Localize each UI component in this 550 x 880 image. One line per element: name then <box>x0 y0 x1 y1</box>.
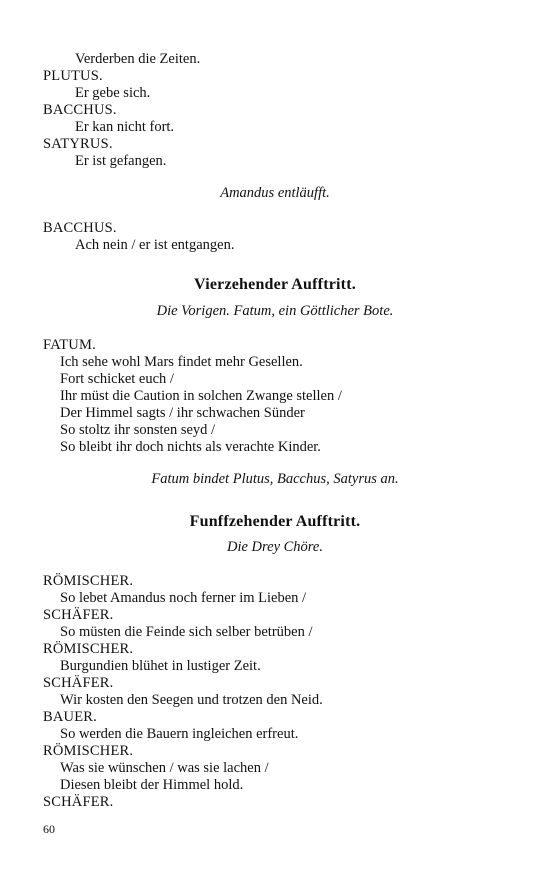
stage-direction: Amandus entläufft. <box>220 185 330 201</box>
scene-heading: Funffzehender Aufftritt. <box>189 513 361 530</box>
verse-line: Fort schicket euch / <box>60 371 174 387</box>
verse-line: Er ist gefangen. <box>75 153 167 169</box>
speaker-name: SCHÄFER. <box>43 794 114 810</box>
page-number: 60 <box>43 822 55 836</box>
scene-cast: Die Drey Chöre. <box>227 539 323 555</box>
verse-line: So werden die Bauern ingleichen erfreut. <box>60 726 299 742</box>
speaker-name: BACCHUS. <box>43 102 117 118</box>
verse-line: Was sie wünschen / was sie lachen / <box>60 760 269 776</box>
verse-line: So lebet Amandus noch ferner im Lieben / <box>60 590 307 606</box>
verse-line: Ich sehe wohl Mars findet mehr Gesellen. <box>60 354 303 370</box>
speaker-name: SCHÄFER. <box>43 675 114 691</box>
speaker-name: SATYRUS. <box>43 136 113 152</box>
verse-line: Der Himmel sagts / ihr schwachen Sünder <box>60 405 305 421</box>
speaker-name: SCHÄFER. <box>43 607 114 623</box>
verse-line: So bleibt ihr doch nichts als verachte Kinder. <box>60 439 321 455</box>
verse-line: Er kan nicht fort. <box>75 119 175 135</box>
speaker-name: RÖMISCHER. <box>43 573 134 589</box>
stage-direction: Fatum bindet Plutus, Bacchus, Satyrus an. <box>151 471 399 487</box>
speaker-name: RÖMISCHER. <box>43 743 134 759</box>
verse-line: Ihr müst die Caution in solchen Zwange stellen / <box>60 388 342 404</box>
verse-line: So müsten die Feinde sich selber betrüben / <box>60 624 313 640</box>
scene-cast: Die Vorigen. Fatum, ein Göttlicher Bote. <box>156 303 394 319</box>
speaker-name: PLUTUS. <box>43 68 103 84</box>
speaker-name: BACCHUS. <box>43 220 117 236</box>
verse-line: Burgundien blühet in lustiger Zeit. <box>60 658 261 674</box>
speaker-name: FATUM. <box>43 337 96 353</box>
speaker-name: BAUER. <box>43 709 97 725</box>
verse-line: Ach nein / er ist entgangen. <box>75 237 235 253</box>
verse-line: Wir kosten den Seegen und trotzen den Neid. <box>60 692 323 708</box>
verse-line: Verderben die Zeiten. <box>75 51 201 67</box>
verse-line: Diesen bleibt der Himmel hold. <box>60 777 244 793</box>
verse-line: So stoltz ihr sonsten seyd / <box>60 422 216 438</box>
speaker-name: RÖMISCHER. <box>43 641 134 657</box>
verse-line: Er gebe sich. <box>75 85 151 101</box>
scene-heading: Vierzehender Aufftritt. <box>194 276 356 293</box>
